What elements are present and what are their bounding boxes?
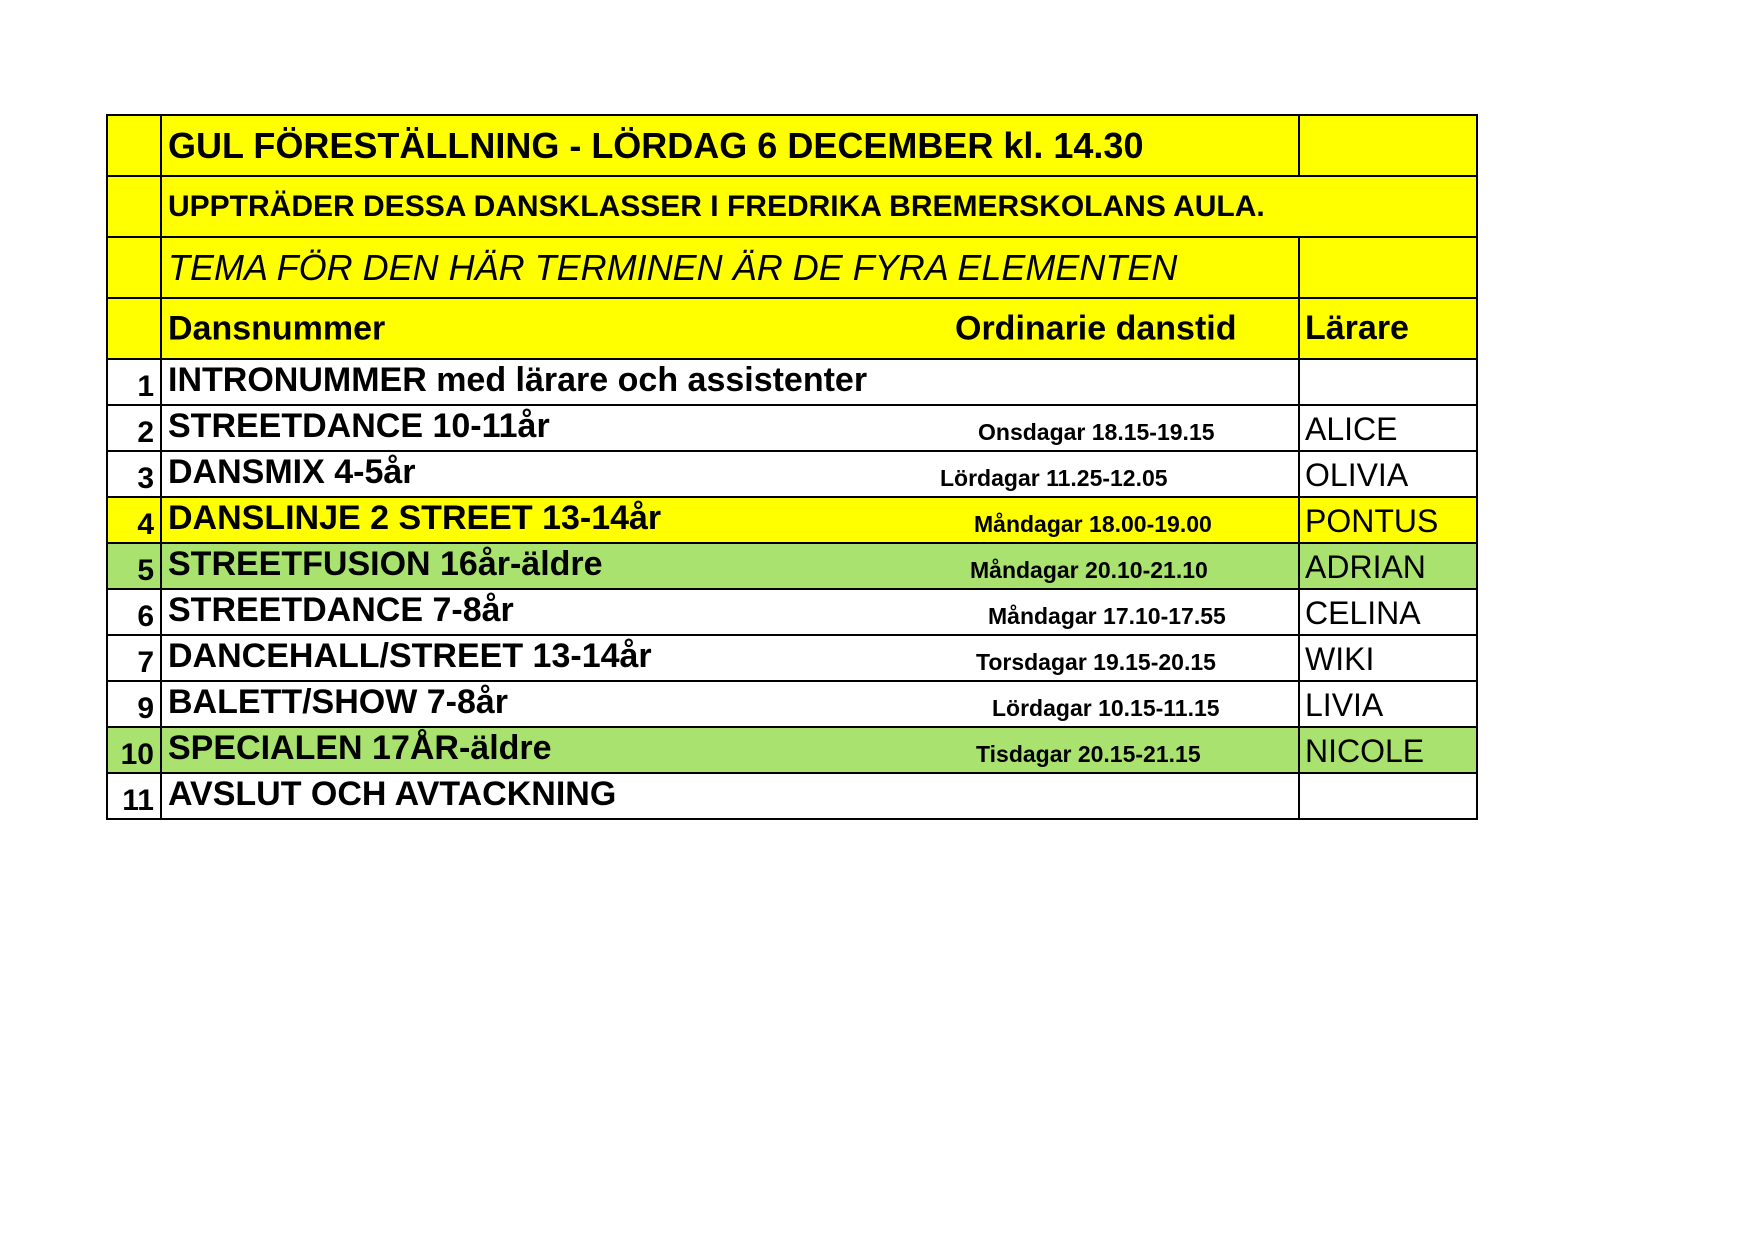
row-dance-cell xyxy=(161,589,1299,635)
dance-name: STREETDANCE 7-8år xyxy=(168,591,514,629)
table-row xyxy=(107,681,1477,727)
teacher-name: ADRIAN xyxy=(1299,543,1477,589)
row-number: 7 xyxy=(107,635,161,681)
column-header-time: Ordinarie danstid xyxy=(955,309,1237,347)
theme-text: TEMA FÖR DEN HÄR TERMINEN ÄR DE FYRA ELEMENTEN xyxy=(161,237,1299,298)
subtitle-row xyxy=(107,176,1477,237)
table-row xyxy=(107,727,1477,773)
teacher-name: NICOLE xyxy=(1299,727,1477,773)
dance-time: Tisdagar 20.15-21.15 xyxy=(976,741,1201,767)
page-title: GUL FÖRESTÄLLNING - LÖRDAG 6 DECEMBER kl. 14.30 xyxy=(161,115,1299,176)
dance-time: Lördagar 11.25-12.05 xyxy=(940,465,1168,491)
row-dance-cell xyxy=(161,727,1299,773)
theme-num-cell xyxy=(107,237,161,298)
row-dance-cell xyxy=(161,635,1299,681)
dance-name: DANCEHALL/STREET 13-14år xyxy=(168,637,652,675)
row-number: 3 xyxy=(107,451,161,497)
teacher-name: PONTUS xyxy=(1299,497,1477,543)
table-row xyxy=(107,451,1477,497)
row-number: 6 xyxy=(107,589,161,635)
dance-name: SPECIALEN 17ÅR-äldre xyxy=(168,729,552,767)
column-header-teacher: Lärare xyxy=(1299,298,1477,359)
dance-time: Onsdagar 18.15-19.15 xyxy=(978,419,1215,445)
dance-rows xyxy=(107,359,1477,819)
row-number: 4 xyxy=(107,497,161,543)
dance-name: AVSLUT OCH AVTACKNING xyxy=(168,775,617,813)
row-dance-cell xyxy=(161,681,1299,727)
colhead-dance-cell xyxy=(161,298,1299,359)
dance-name: DANSMIX 4-5år xyxy=(168,453,416,491)
dance-time: Måndagar 20.10-21.10 xyxy=(970,557,1208,583)
table-row xyxy=(107,405,1477,451)
dance-time: Måndagar 17.10-17.55 xyxy=(988,603,1226,629)
dance-name: BALETT/SHOW 7-8år xyxy=(168,683,509,721)
row-number: 9 xyxy=(107,681,161,727)
page-subtitle: UPPTRÄDER DESSA DANSKLASSER I FREDRIKA BREMERSKOLANS AULA. xyxy=(161,176,1477,237)
theme-teacher-cell xyxy=(1299,237,1477,298)
subtitle-num-cell xyxy=(107,176,161,237)
table-row xyxy=(107,589,1477,635)
dance-name: DANSLINJE 2 STREET 13-14år xyxy=(168,499,662,537)
title-row xyxy=(107,115,1477,176)
teacher-name: OLIVIA xyxy=(1299,451,1477,497)
row-number: 5 xyxy=(107,543,161,589)
colhead-num-cell xyxy=(107,298,161,359)
row-dance-cell xyxy=(161,497,1299,543)
column-header-dance: Dansnummer xyxy=(168,309,386,347)
dance-time: Lördagar 10.15-11.15 xyxy=(992,695,1220,721)
row-number: 11 xyxy=(107,773,161,819)
row-dance-cell xyxy=(161,451,1299,497)
schedule-table xyxy=(106,114,1478,820)
row-dance-cell xyxy=(161,543,1299,589)
table-row xyxy=(107,543,1477,589)
row-dance-cell xyxy=(161,773,1299,819)
teacher-name: WIKI xyxy=(1299,635,1477,681)
dance-time: Måndagar 18.00-19.00 xyxy=(974,511,1212,537)
column-header-row xyxy=(107,298,1477,359)
teacher-name xyxy=(1299,773,1477,819)
dance-name: STREETDANCE 10-11år xyxy=(168,407,550,445)
dance-time: Torsdagar 19.15-20.15 xyxy=(976,649,1216,675)
row-number: 10 xyxy=(107,727,161,773)
table-row xyxy=(107,497,1477,543)
table-row xyxy=(107,635,1477,681)
dance-name: INTRONUMMER med lärare och assistenter xyxy=(168,361,868,399)
title-num-cell xyxy=(107,115,161,176)
row-number: 1 xyxy=(107,359,161,405)
dance-name: STREETFUSION 16år-äldre xyxy=(168,545,603,583)
row-dance-cell xyxy=(161,359,1299,405)
teacher-name xyxy=(1299,359,1477,405)
teacher-name: CELINA xyxy=(1299,589,1477,635)
theme-row xyxy=(107,237,1477,298)
row-number: 2 xyxy=(107,405,161,451)
title-teacher-cell xyxy=(1299,115,1477,176)
table-row xyxy=(107,773,1477,819)
teacher-name: ALICE xyxy=(1299,405,1477,451)
teacher-name: LIVIA xyxy=(1299,681,1477,727)
row-dance-cell xyxy=(161,405,1299,451)
table-row xyxy=(107,359,1477,405)
